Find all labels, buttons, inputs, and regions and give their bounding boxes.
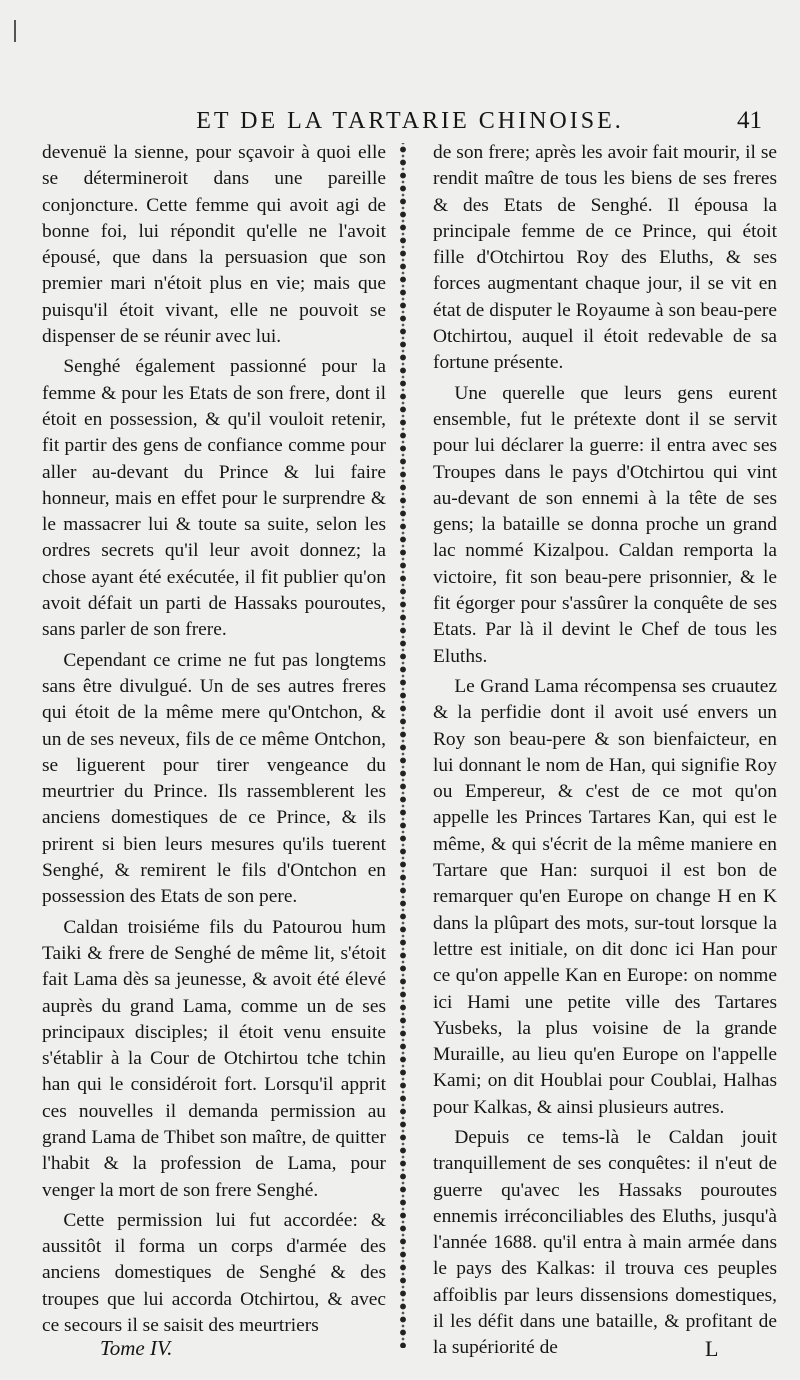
ornamental-column-divider	[394, 143, 412, 1348]
gathering-mark: L	[705, 1336, 719, 1361]
paragraph: de son frere; après les avoir fait mourir, il se rendit maître de tous les biens de ses freres & des Etats de Senghé. Il épousa la principale femme de ce Prince, qui étoit fille d'Otchirtou Roy des Eluths, & ses forces augmentant chaque jour, il se vit en état de disputer le Royaume à son beau-pere Otchirtou, auquel il étoit redevable de sa fortune présente.	[433, 142, 777, 374]
running-head: ET DE LA TARTARIE CHINOISE.	[196, 108, 624, 134]
paragraph: Depuis ce tems-là le Caldan jouit tranquillement de ses conquêtes: il n'eut de guerre qu'avec les Hassaks pouroutes ennemis irréconciliables des Eluths, jusqu'à l'année 1688. qu'il entra à main armée dans le pays des Kalkas: il trouva ces peuples affoiblis par leurs dissensions domestiques, il les défit dans une bataille, & profitant de la supériorité de	[433, 1126, 777, 1359]
paragraph: Cependant ce crime ne fut pas longtems sans être divulgué. Un de ses autres freres qui étoit de la même mere qu'Ontchon, & un de ses neveux, fils de ce même Ontchon, se liguerent pour tirer vengeance du meurtrier du Prince. Ils rassemblerent les anciens domestiques de ce Prince, & ils prirent si bien leurs mesures qu'ils tuerent Senghé, & remirent le fils d'Ontchon en possession des Etats de son pere.	[42, 649, 386, 908]
paragraph: Le Grand Lama récompensa ses cruautez & la perfidie dont il avoit usé envers un Roy son beau-pere & son bienfaicteur, en lui donnant le nom de Han, qui signifie Roy ou Empereur, & c'est de ce mot qu'on appelle les Princes Tartares Kan, qui est le même, & qui s'écrit de la même maniere en Tartare que Han: surquoi il est bon de remarquer qu'en Europe on change H en K dans la plûpart des mots, sur-tout lorsque la lettre est initiale, on dit donc ici Han pour ce qu'on appelle Kan en Europe: on nomme ici Hami une petite ville des Tartares Yusbeks, la plus voisine de la grande Muraille, au lieu qu'en Europe on l'appelle Kami; on dit Houblai pour Coublai, Halhas pour Kalkas, & ainsi plusieurs autres.	[433, 675, 777, 1118]
left-column	[42, 140, 386, 1339]
paragraph: Une querelle que leurs gens eurent ensemble, fut le prétexte dont il se servit pour lui déclarer la guerre: il entra avec ses Troupes dans le pays d'Otchirtou qui vint au-devant de son ennemi à la tête de ses gens; la bataille se donna proche un grand lac nommé Kizalpou. Caldan remporta la victoire, fit son beau-pere prisonnier, & le fit égorger pour s'assûrer la conquête de ses Etats. Par là il devint le Chef de tous les Eluths.	[433, 382, 777, 667]
page-number: 41	[737, 107, 762, 134]
paragraph: Senghé également passionné pour la femme & pour les Etats de son frere, dont il étoit en possession, & qu'il vouloit retenir, fit partir des gens de confiance comme pour aller au-devant du Prince & lui faire honneur, mais en effet pour le surprendre & le massacrer lui & toute sa suite, selon les ordres secrets qu'il leur avoit donnez; la chose ayant été exécutée, il fit publier qu'on avoit défait un parti de Hassaks pouroutes, sans parler de son frere.	[42, 356, 386, 641]
paragraph: Caldan troisiéme fils du Patourou hum Taiki & frere de Senghé de même lit, s'étoit fait Lama dès sa jeunesse, & avoit été élevé auprès du grand Lama, comme un de ses principaux disciples; il étoit venu ensuite s'établir à la Cour de Otchirtou tche tchin han qui le considéroit fort. Lorsqu'il apprit ces nouvelles il demanda permission au grand Lama de Thibet son maître, de quitter l'habit & la profession de Lama, pour venger la mort de son frere Senghé.	[42, 916, 386, 1201]
stray-ink-mark	[14, 20, 16, 42]
page-header	[0, 104, 800, 138]
volume-signature: Tome IV.	[100, 1336, 173, 1360]
paragraph: Cette permission lui fut accordée: & aussitôt il forma un corps d'armée des anciens domestiques de Senghé & des troupes que lui accorda Otchirtou, & avec ce secours il se saisit des meurtriers	[42, 1209, 386, 1337]
paragraph: devenuë la sienne, pour sçavoir à quoi elle se détermineroit dans une pareille conjoncture. Cette femme qui avoit agi de bonne foi, lui répondit qu'elle ne l'avoit épousé, que dans la persuasion que son premier mari n'étoit plus en vie; mais que puisqu'il étoit vivant, elle ne pouvoit se dispenser de se réunir avec lui.	[42, 142, 386, 348]
right-column	[433, 140, 777, 1362]
